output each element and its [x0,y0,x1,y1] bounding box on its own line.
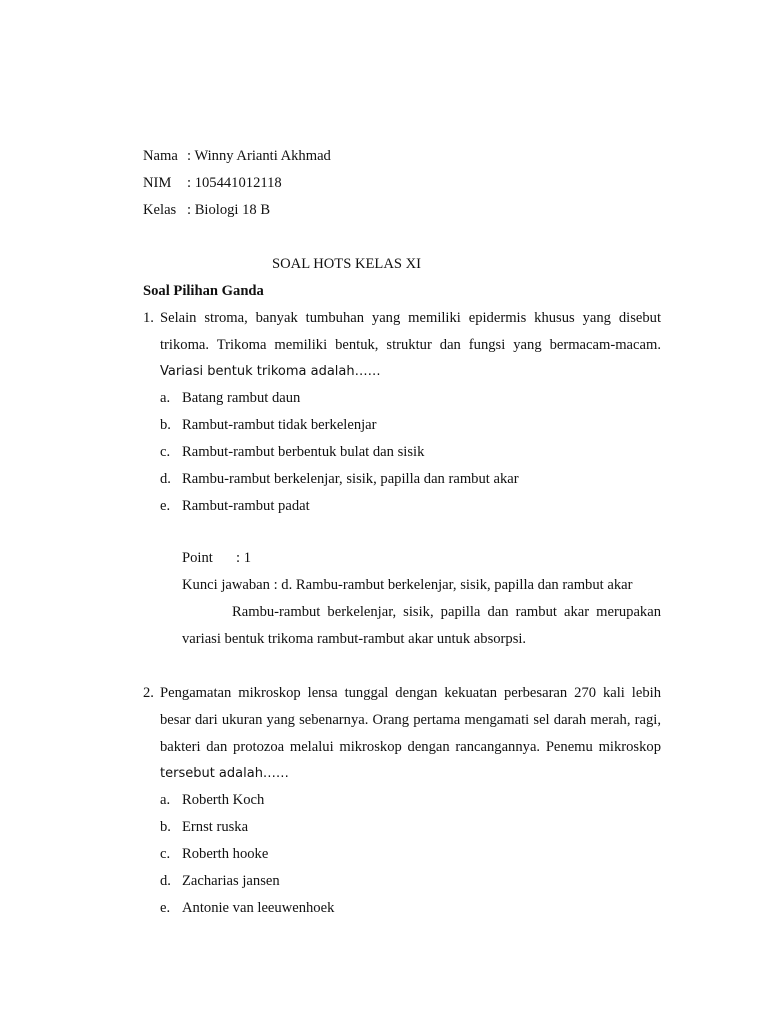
option-text: Ernst ruska [182,819,249,835]
q1-option-e [160,497,310,515]
q1-answer-key: Kunci jawaban : d. Rambu-rambut berkelenjar, sisik, papilla dan rambut akar [182,577,633,593]
section-heading: Soal Pilihan Ganda [143,283,264,299]
nim-label: NIM [143,175,172,191]
q2-option-a [160,791,264,809]
kelas-label: Kelas [143,202,177,218]
kelas-row [143,201,270,219]
q1-text-line3: Variasi bentuk trikoma adalah…… [160,364,381,379]
q2-text-line3: bakteri dan protozoa melalui mikroskop dengan rancangannya. Penemu mikroskop [160,739,661,755]
q1-explanation-line2: variasi bentuk trikoma rambut-rambut akar untuk absorpsi. [182,631,527,647]
point-label: Point [182,550,213,566]
option-letter: b. [160,417,171,433]
option-text: Roberth hooke [182,846,269,862]
q2-text-line1: Pengamatan mikroskop lensa tunggal dengan kekuatan perbesaran 270 kali lebih [160,685,661,701]
q2-option-c [160,845,268,863]
q2-text-line4: tersebut adalah…… [160,766,289,781]
option-text: Rambu-rambut berkelenjar, sisik, papilla dan rambut akar [182,471,519,487]
option-letter: b. [160,819,171,835]
option-text: Batang rambut daun [182,390,301,406]
point-value: : 1 [236,550,251,566]
q2-text-line2: besar dari ukuran yang sebenarnya. Orang pertama mengamati sel darah merah, ragi, [160,712,661,728]
q1-number: 1. [143,310,154,326]
nama-row [143,147,331,165]
q1-text-line1: Selain stroma, banyak tumbuhan yang memiliki epidermis khusus yang disebut [160,310,661,326]
nim-value: : 105441012118 [187,175,282,191]
option-text: Rambut-rambut padat [182,498,310,514]
option-letter: a. [160,390,171,406]
nama-value: : Winny Arianti Akhmad [187,148,331,164]
option-letter: d. [160,873,171,889]
option-text: Rambut-rambut tidak berkelenjar [182,417,377,433]
q2-number: 2. [143,685,154,701]
option-letter: e. [160,900,171,916]
nama-label: Nama [143,148,178,164]
option-text: Rambut-rambut berbentuk bulat dan sisik [182,444,425,460]
q1-point [182,549,251,567]
option-letter: a. [160,792,171,808]
option-letter: c. [160,444,171,460]
q1-text-line2: trikoma. Trikoma memiliki bentuk, struktur dan fungsi yang bermacam-macam. [160,337,661,353]
q1-option-b [160,416,377,434]
q1-explanation-line1: Rambu-rambut berkelenjar, sisik, papilla dan rambut akar merupakan [232,604,661,620]
nim-row [143,174,282,192]
option-letter: d. [160,471,171,487]
option-text: Roberth Koch [182,792,265,808]
q2-option-d [160,872,280,890]
q1-option-d [160,470,519,488]
q2-option-e [160,899,334,917]
kelas-value: : Biologi 18 B [187,202,271,218]
q2-option-b [160,818,248,836]
page-title: SOAL HOTS KELAS XI [272,256,422,272]
option-letter: c. [160,846,171,862]
q1-option-c [160,443,424,461]
option-text: Antonie van leeuwenhoek [182,900,335,916]
option-letter: e. [160,498,171,514]
q1-option-a [160,389,300,407]
option-text: Zacharias jansen [182,873,280,889]
